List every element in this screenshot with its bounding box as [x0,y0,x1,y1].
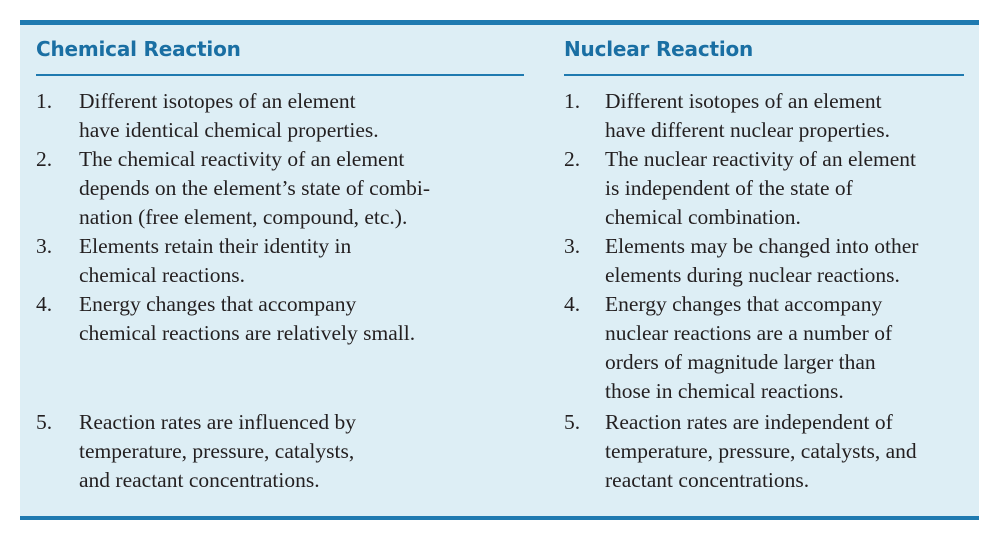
item-number: 5. [36,410,53,434]
item-number: 2. [564,147,581,171]
item-text: Reaction rates are influenced by temperature, pressure, catalysts, and reactant concentrations. [79,410,356,492]
item-number: 4. [564,292,581,316]
item-number: 5. [564,410,581,434]
item-text: Energy changes that accompany chemical reactions are relatively small. [79,292,416,345]
item-text: Elements retain their identity in chemical reactions. [79,234,352,287]
item-number: 3. [36,234,53,258]
item-text: Energy changes that accompany nuclear reactions are a number of orders of magnitude larger than those in chemical reactions. [605,292,893,403]
item-number: 4. [36,292,53,316]
item-text: The nuclear reactivity of an element is independent of the state of chemical combination. [605,147,916,229]
item-number: 1. [36,89,53,113]
chemical-reaction-header: Chemical Reaction [36,37,241,61]
item-number: 1. [564,89,581,113]
item-text: Elements may be changed into other elements during nuclear reactions. [605,234,919,287]
item-number: 2. [36,147,53,171]
item-text: Different isotopes of an element have different nuclear properties. [605,89,890,142]
item-number: 3. [564,234,581,258]
comparison-table [20,0,979,543]
item-text: The chemical reactivity of an element depends on the element’s state of combi- nation (free element, compound, etc.). [79,147,431,229]
nuclear-reaction-header: Nuclear Reaction [564,37,754,61]
header-rule-left [36,74,524,76]
bottom-rule [20,516,979,520]
item-text: Different isotopes of an element have identical chemical properties. [79,89,379,142]
header-rule-right [564,74,964,76]
item-text: Reaction rates are independent of temperature, pressure, catalysts, and reactant concentrations. [605,410,917,492]
